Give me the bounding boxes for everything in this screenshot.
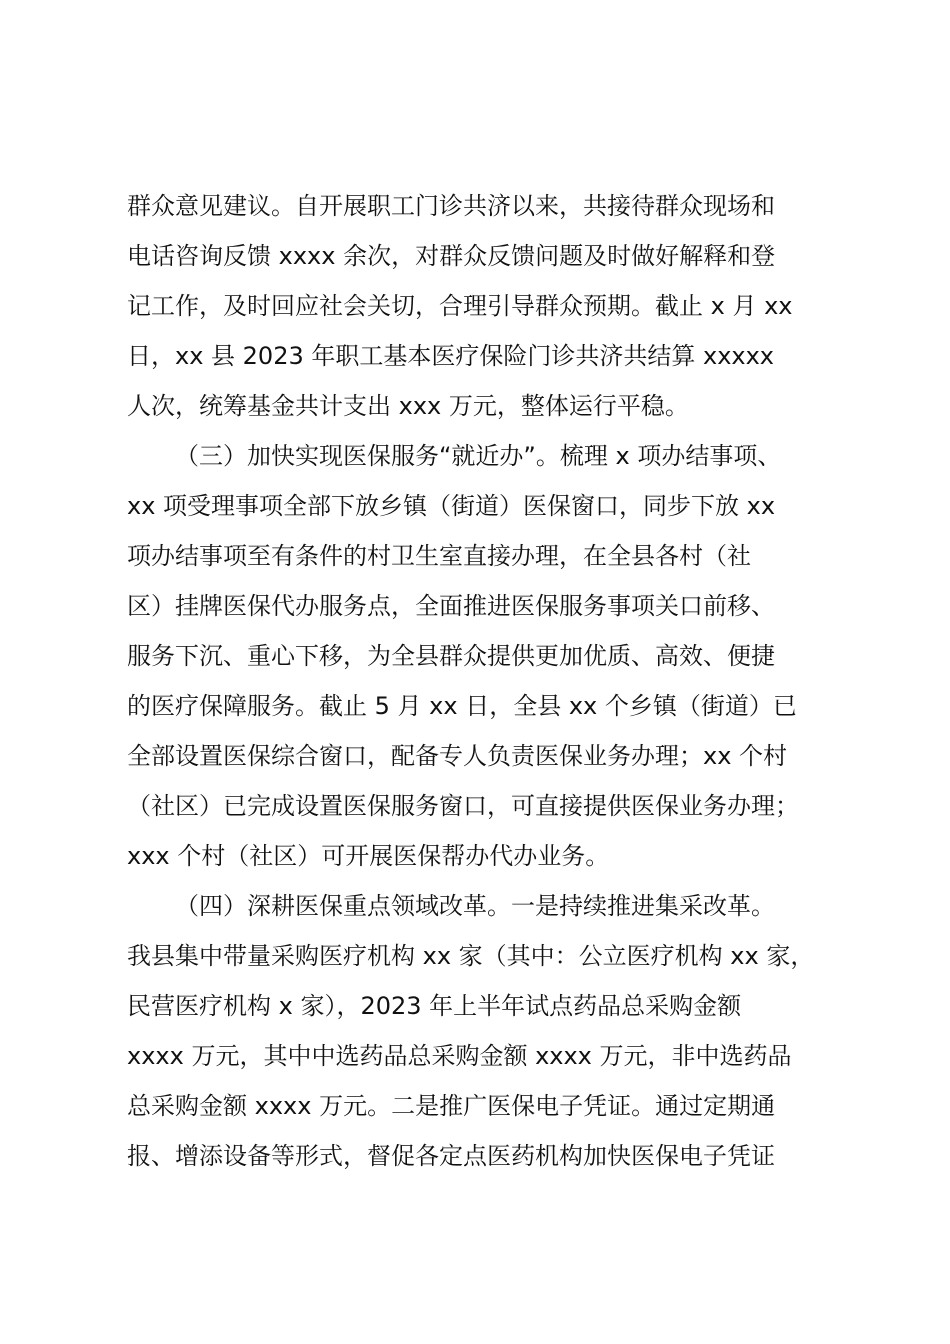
text-line: xx 项受理事项全部下放乡镇（街道）医保窗口，同步下放 xx [127, 492, 776, 520]
text-line: 的医疗保障服务。截止 5 月 xx 日，全县 xx 个乡镇（街道）已 [127, 692, 797, 720]
text-line: 总采购金额 xxxx 万元。二是推广医保电子凭证。通过定期通 [127, 1092, 776, 1120]
text-line: 我县集中带量采购医疗机构 xx 家（其中：公立医疗机构 xx 家， [127, 942, 815, 970]
text-line: 日，xx 县 2023 年职工基本医疗保险门诊共济共结算 xxxxx [127, 342, 775, 370]
text-line: 项办结事项至有条件的村卫生室直接办理，在全县各村（社 [127, 542, 751, 570]
text-line: 记工作，及时回应社会关切，合理引导群众预期。截止 x 月 xx [127, 292, 793, 320]
text-line: 群众意见建议。自开展职工门诊共济以来，共接待群众现场和 [127, 192, 775, 220]
text-line: 区）挂牌医保代办服务点，全面推进医保服务事项关口前移、 [127, 592, 775, 620]
text-line: xxx 个村（社区）可开展医保帮办代办业务。 [127, 842, 610, 870]
text-line: 民营医疗机构 x 家），2023 年上半年试点药品总采购金额 [127, 992, 742, 1020]
text-line: 人次，统筹基金共计支出 xxx 万元，整体运行平稳。 [127, 392, 689, 420]
document-body [127, 181, 857, 1181]
text-line: 全部设置医保综合窗口，配备专人负责医保业务办理；xx 个村 [127, 742, 788, 770]
text-line: （社区）已完成设置医保服务窗口，可直接提供医保业务办理； [127, 792, 799, 820]
text-line: 服务下沉、重心下移，为全县群众提供更加优质、高效、便捷 [127, 642, 775, 670]
text-line: 电话咨询反馈 xxxx 余次，对群众反馈问题及时做好解释和登 [127, 242, 776, 270]
text-line: xxxx 万元，其中中选药品总采购金额 xxxx 万元，非中选药品 [127, 1042, 792, 1070]
section-heading-line: （三）加快实现医保服务“就近办”。梳理 x 项办结事项、 [175, 442, 782, 470]
text-line: 报、增添设备等形式，督促各定点医药机构加快医保电子凭证 [127, 1142, 775, 1170]
section-heading-line: （四）深耕医保重点领域改革。一是持续推进集采改革。 [175, 892, 775, 920]
